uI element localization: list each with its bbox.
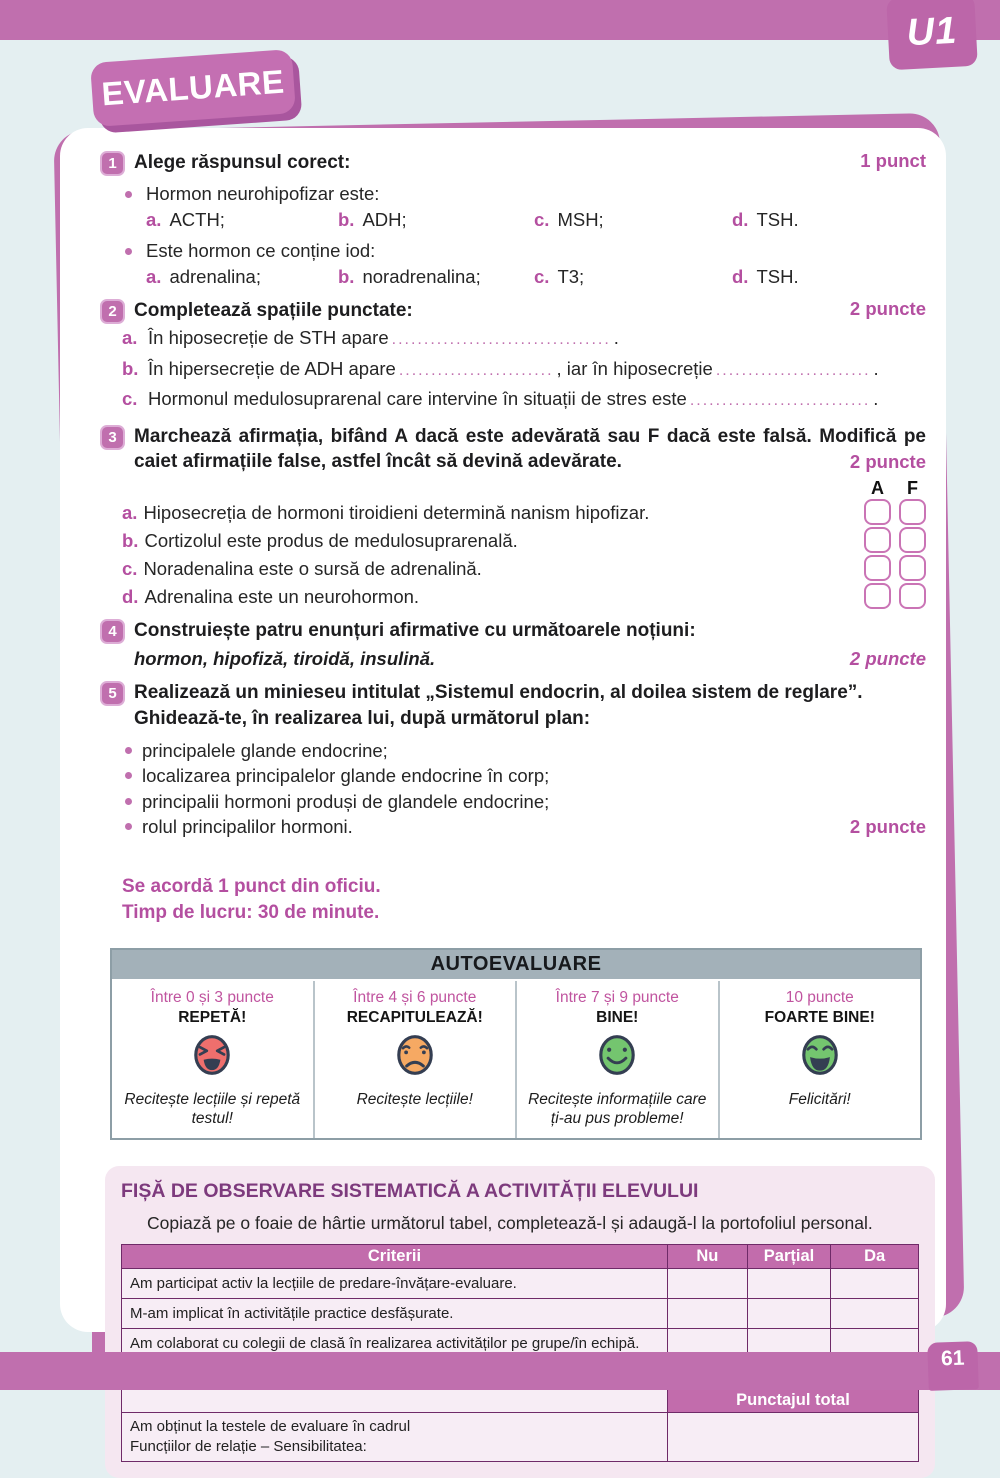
bullet-icon — [125, 747, 132, 754]
header-da: Da — [831, 1244, 919, 1268]
line-end: . — [613, 327, 619, 348]
observation-sheet-title: FIȘĂ DE OBSERVARE SISTEMATICĂ A ACTIVITĂȚII ELEVULUI — [121, 1179, 699, 1202]
autoevaluare-cell — [313, 981, 516, 1138]
answer-cell-nu[interactable] — [667, 1298, 747, 1328]
unit-tab-label: U1 — [905, 9, 959, 54]
line-letter: c. — [122, 388, 138, 409]
advice-text: Recitește lecțiile! — [356, 1090, 473, 1108]
content-panel — [60, 128, 946, 1455]
autoevaluare-body — [112, 981, 920, 1138]
question-3-number-badge: 3 — [100, 425, 125, 450]
q2-line-c — [122, 385, 926, 416]
observation-sheet-intro: Copiază pe o foaie de hârtie următorul tabel, completează-l și adaugă-l la portofoliul personal. — [147, 1212, 873, 1233]
evaluare-badge-label: EVALUARE — [100, 62, 286, 113]
question-5-bullets — [100, 738, 926, 840]
checkbox-f[interactable] — [899, 499, 926, 525]
question-1-points: 1 punct — [860, 150, 926, 171]
bottom-bar — [0, 1352, 1000, 1390]
line-letter: b. — [122, 357, 139, 379]
statement-letter: b. — [122, 529, 139, 551]
statement-row — [122, 555, 926, 582]
question-5-number-badge: 5 — [100, 681, 125, 706]
verdict-label: RECAPITULEAZĂ! — [346, 1008, 483, 1026]
plan-bullet — [125, 763, 926, 789]
line-text: În hipersecreție de ADH apare — [148, 357, 396, 379]
advice-text: Recitește lecțiile și repetă testul! — [124, 1090, 301, 1127]
line-letter: a. — [122, 327, 138, 348]
option-letter: c. — [534, 266, 550, 287]
criterion-text: M-am implicat în activitățile practice desfășurate. — [122, 1298, 668, 1328]
option[interactable] — [146, 264, 338, 290]
option-text: ACTH; — [169, 209, 225, 230]
final-criterion — [122, 1412, 668, 1461]
final-row — [122, 1412, 919, 1461]
note-time: Timp de lucru: 30 de minute. — [122, 901, 380, 923]
question-1-title: Alege răspunsul corect: — [134, 152, 351, 173]
question-2-number-badge: 2 — [100, 299, 125, 324]
question-1-header — [100, 150, 926, 176]
option[interactable] — [534, 264, 732, 290]
plan-bullet — [125, 814, 926, 840]
total-score-cell[interactable] — [667, 1412, 918, 1461]
bullet-icon — [125, 248, 132, 255]
checkbox-a[interactable] — [864, 499, 891, 525]
question-4-header — [100, 618, 926, 644]
question-4-terms-row — [134, 646, 926, 672]
option-letter: a. — [146, 266, 162, 287]
verdict-label: REPETĂ! — [178, 1008, 247, 1026]
q2-line-a — [122, 324, 926, 355]
question-5-points: 2 puncte — [849, 816, 926, 837]
answer-cell-da[interactable] — [831, 1298, 919, 1328]
question-4-number-badge: 4 — [100, 619, 125, 644]
question-3-header — [100, 424, 926, 474]
blank-dotted-line: ........................ — [398, 361, 554, 379]
plan-bullet — [125, 789, 926, 815]
blank-dotted-line: ............................ — [689, 392, 871, 409]
checkbox-a[interactable] — [864, 583, 891, 609]
autoevaluare-table — [110, 948, 922, 1140]
answer-cell-partial[interactable] — [747, 1268, 831, 1298]
question-2-header — [100, 298, 926, 324]
statement-letter: d. — [122, 585, 139, 607]
option-letter: d. — [732, 209, 749, 230]
autoevaluare-cell — [718, 981, 921, 1138]
blank-dotted-line: .................................. — [391, 331, 611, 348]
plan-bullet-text: principalii hormoni produși de glandele endocrine; — [142, 790, 550, 812]
total-row — [122, 1388, 919, 1412]
question-4-points: 2 puncte — [849, 647, 926, 669]
statement-text: Noradenalina este o sursă de adrenalină. — [143, 557, 482, 579]
evaluare-badge — [90, 49, 296, 127]
option[interactable] — [534, 207, 732, 233]
question-2-title: Completează spațiile punctate: — [134, 300, 413, 321]
verdict-label: FOARTE BINE! — [764, 1008, 875, 1026]
plan-bullet-text: rolul principalilor hormoni. — [142, 816, 353, 837]
bullet-icon — [125, 823, 132, 830]
statement-row — [122, 499, 926, 526]
q3-column-headers — [100, 478, 926, 499]
checkbox-f[interactable] — [899, 555, 926, 581]
option-text: T3; — [557, 266, 585, 287]
q2-line-b — [122, 355, 926, 386]
statement-text: Adrenalina este un neurohormon. — [144, 585, 420, 607]
option-letter: d. — [732, 266, 749, 287]
checkbox-f[interactable] — [899, 527, 926, 553]
checkbox-a[interactable] — [864, 527, 891, 553]
option-text: adrenalina; — [169, 266, 261, 287]
option-text: TSH. — [756, 266, 799, 287]
score-range: 10 puncte — [785, 988, 854, 1006]
advice-text: Recitește informațiile care ți-au pus probleme! — [528, 1090, 707, 1127]
table-header-row — [122, 1244, 919, 1268]
bullet-icon — [125, 798, 132, 805]
bullet-icon — [125, 191, 132, 198]
page-number: 61 — [940, 1346, 965, 1371]
question-1-number-badge: 1 — [100, 151, 125, 176]
answer-cell-partial[interactable] — [747, 1298, 831, 1328]
statement-text: Cortizolul este produs de medulosuprarenală. — [144, 529, 518, 551]
question-4-terms: hormon, hipofiză, tiroidă, insulină. — [134, 647, 436, 669]
blank-dotted-line: ........................ — [715, 361, 871, 379]
statement-row — [122, 583, 926, 610]
column-a-label: A — [871, 477, 884, 498]
line-end: . — [873, 357, 879, 379]
total-row-spacer — [122, 1388, 668, 1412]
unit-tab — [886, 0, 978, 70]
score-range: Între 4 și 6 puncte — [353, 988, 477, 1006]
line-text: , iar în hiposecreție — [556, 357, 713, 379]
question-5-subtitle: Ghidează-te, în realizarea lui, după următorul plan: — [134, 707, 591, 729]
grading-notes — [122, 874, 926, 926]
q1-item2-prompt: Este hormon ce conține iod: — [146, 240, 376, 261]
option[interactable] — [338, 207, 534, 233]
plan-bullet-text: localizarea principalelor glande endocrine în corp; — [142, 765, 550, 786]
option[interactable] — [732, 207, 926, 233]
option-letter: a. — [146, 209, 162, 230]
question-5-header — [100, 680, 926, 706]
option[interactable] — [732, 264, 926, 290]
q1-item1-prompt-row — [125, 181, 926, 207]
advice-text: Felicitări! — [788, 1090, 851, 1108]
table-row — [122, 1298, 919, 1328]
criterion-text: Am colaborat cu colegii de clasă în realizarea activităților pe grupe/în echipă. — [122, 1328, 668, 1358]
q1-item2-prompt-row — [125, 238, 926, 264]
answer-cell-nu[interactable] — [667, 1268, 747, 1298]
q1-item2-options — [146, 264, 926, 290]
verdict-label: BINE! — [596, 1008, 639, 1026]
option-letter: b. — [338, 266, 355, 287]
line-text: În hiposecreție de STH apare — [148, 327, 389, 348]
final-criterion-line2: Funcțiilor de relație – Sensibilitatea: — [130, 1437, 367, 1455]
total-label: Punctajul total — [667, 1388, 918, 1412]
checkbox-f[interactable] — [899, 583, 926, 609]
autoevaluare-cell — [112, 981, 313, 1138]
question-4-title: Construiește patru enunțuri afirmative cu următoarele noțiuni: — [134, 619, 696, 641]
final-criterion-line1: Am obținut la testele de evaluare în cadrul — [130, 1417, 411, 1435]
header-criterii: Criterii — [122, 1244, 668, 1268]
bullet-icon — [125, 772, 132, 779]
question-3-points: 2 puncte — [849, 450, 926, 472]
criterion-text: Am participat activ la lecțiile de predare-învățare-evaluare. — [122, 1268, 668, 1298]
option[interactable] — [338, 264, 534, 290]
statement-letter: a. — [122, 501, 138, 523]
page-number-tab — [927, 1341, 979, 1391]
q1-item1-options — [146, 207, 926, 233]
question-3-title: Marchează afirmația, bifând A dacă este adevărată sau F dacă este falsă. Modifică pe caiet afirmațiile false, astfel încât să devină adevărate. — [134, 425, 926, 472]
statement-letter: c. — [122, 557, 138, 579]
option[interactable] — [146, 207, 338, 233]
statement-text: Hiposecreția de hormoni tiroidieni determină nanism hipofizar. — [143, 501, 650, 523]
laughing-face-icon — [799, 1032, 841, 1078]
crying-face-icon — [191, 1032, 233, 1078]
smiling-face-icon — [596, 1032, 638, 1078]
option-text: ADH; — [362, 209, 407, 230]
answer-cell-da[interactable] — [831, 1268, 919, 1298]
checkbox-a[interactable] — [864, 555, 891, 581]
score-range: Între 7 și 9 puncte — [555, 988, 679, 1006]
line-end: . — [873, 388, 879, 409]
question-2-points: 2 puncte — [849, 298, 926, 319]
option-letter: c. — [534, 209, 550, 230]
q1-item1-prompt: Hormon neurohipofizar este: — [146, 183, 380, 204]
plan-bullet — [125, 738, 926, 764]
score-range: Între 0 și 3 puncte — [150, 988, 274, 1006]
observation-sheet-panel — [105, 1166, 935, 1478]
autoevaluare-cell — [515, 981, 718, 1138]
plan-bullet-text: principalele glande endocrine; — [142, 739, 388, 761]
statement-row — [122, 527, 926, 554]
option-text: TSH. — [756, 209, 799, 230]
note-oficiu: Se acordă 1 punct din oficiu. — [122, 875, 381, 897]
autoevaluare-title: AUTOEVALUARE — [112, 950, 920, 981]
option-letter: b. — [338, 209, 355, 230]
sad-face-icon — [394, 1032, 436, 1078]
question-5-title: Realizează un minieseu intitulat „Sistemul endocrin, al doilea sistem de reglare”. — [134, 681, 863, 703]
line-text: Hormonul medulosuprarenal care intervine în situații de stres este — [148, 388, 687, 409]
header-partial: Parțial — [747, 1244, 831, 1268]
header-nu: Nu — [667, 1244, 747, 1268]
table-row — [122, 1268, 919, 1298]
top-bar — [0, 0, 1000, 40]
option-text: MSH; — [557, 209, 604, 230]
option-text: noradrenalina; — [362, 266, 481, 287]
column-f-label: F — [907, 477, 918, 498]
q3-statements-block — [100, 478, 926, 610]
